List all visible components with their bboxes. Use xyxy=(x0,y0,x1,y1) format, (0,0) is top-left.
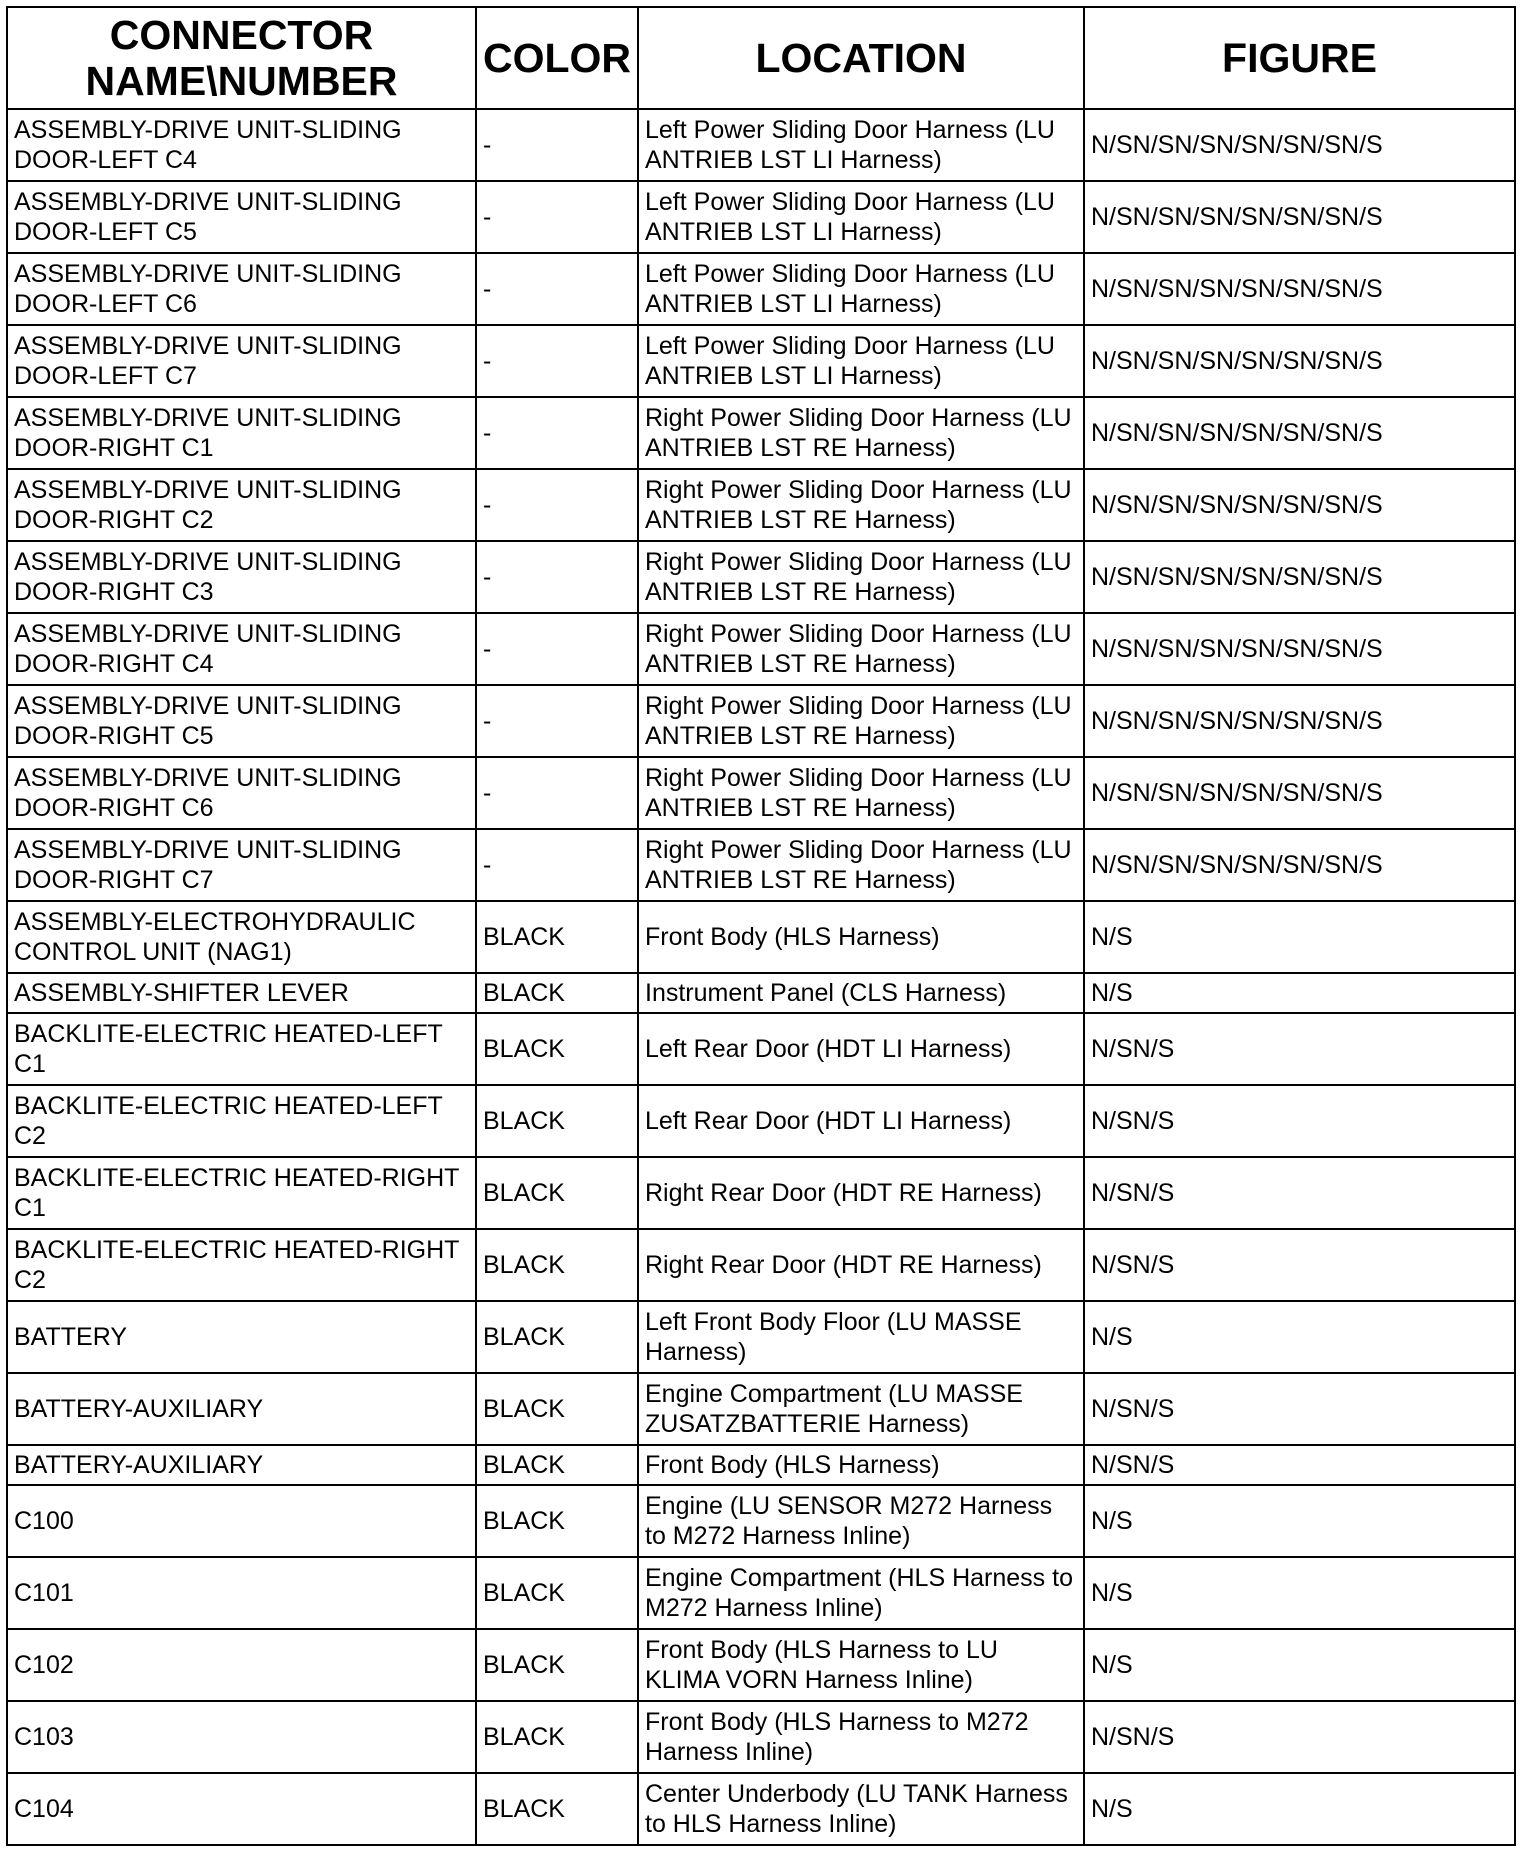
cell-color: - xyxy=(476,181,638,253)
table-row xyxy=(7,1773,1515,1845)
cell-location: Front Body (HLS Harness) xyxy=(638,1445,1084,1485)
cell-figure: N/SN/S xyxy=(1084,1373,1515,1445)
cell-color: BLACK xyxy=(476,1373,638,1445)
cell-location: Right Power Sliding Door Harness (LU ANTRIEB LST RE Harness) xyxy=(638,613,1084,685)
table-row xyxy=(7,757,1515,829)
cell-connector-name: C100 xyxy=(7,1485,476,1557)
cell-figure: N/SN/SN/SN/SN/SN/SN/S xyxy=(1084,397,1515,469)
table-row xyxy=(7,901,1515,973)
header-color: COLOR xyxy=(476,7,638,109)
cell-location: Front Body (HLS Harness to M272 Harness Inline) xyxy=(638,1701,1084,1773)
cell-location: Right Power Sliding Door Harness (LU ANTRIEB LST RE Harness) xyxy=(638,757,1084,829)
cell-color: BLACK xyxy=(476,1085,638,1157)
table-row xyxy=(7,1085,1515,1157)
table-row xyxy=(7,397,1515,469)
cell-location: Right Rear Door (HDT RE Harness) xyxy=(638,1157,1084,1229)
cell-location: Right Rear Door (HDT RE Harness) xyxy=(638,1229,1084,1301)
table-row xyxy=(7,253,1515,325)
cell-connector-name: ASSEMBLY-DRIVE UNIT-SLIDING DOOR-LEFT C5 xyxy=(7,181,476,253)
cell-connector-name: ASSEMBLY-DRIVE UNIT-SLIDING DOOR-RIGHT C4 xyxy=(7,613,476,685)
cell-connector-name: BACKLITE-ELECTRIC HEATED-LEFT C1 xyxy=(7,1013,476,1085)
table-body xyxy=(7,109,1515,1845)
cell-figure: N/SN/SN/SN/SN/SN/SN/S xyxy=(1084,757,1515,829)
cell-connector-name: BATTERY xyxy=(7,1301,476,1373)
cell-location: Left Power Sliding Door Harness (LU ANTRIEB LST LI Harness) xyxy=(638,109,1084,181)
cell-figure: N/SN/S xyxy=(1084,1229,1515,1301)
cell-location: Engine Compartment (HLS Harness to M272 Harness Inline) xyxy=(638,1557,1084,1629)
cell-connector-name: ASSEMBLY-DRIVE UNIT-SLIDING DOOR-RIGHT C5 xyxy=(7,685,476,757)
table-row xyxy=(7,829,1515,901)
cell-figure: N/SN/SN/SN/SN/SN/SN/S xyxy=(1084,253,1515,325)
cell-figure: N/SN/S xyxy=(1084,1701,1515,1773)
cell-figure: N/S xyxy=(1084,973,1515,1013)
cell-connector-name: BATTERY-AUXILIARY xyxy=(7,1445,476,1485)
cell-connector-name: ASSEMBLY-SHIFTER LEVER xyxy=(7,973,476,1013)
cell-figure: N/SN/SN/SN/SN/SN/SN/S xyxy=(1084,109,1515,181)
cell-location: Instrument Panel (CLS Harness) xyxy=(638,973,1084,1013)
table-row xyxy=(7,469,1515,541)
table-header xyxy=(7,7,1515,109)
table-row xyxy=(7,1629,1515,1701)
cell-location: Front Body (HLS Harness) xyxy=(638,901,1084,973)
table-row xyxy=(7,1157,1515,1229)
cell-location: Left Rear Door (HDT LI Harness) xyxy=(638,1013,1084,1085)
cell-connector-name: C101 xyxy=(7,1557,476,1629)
cell-figure: N/S xyxy=(1084,1629,1515,1701)
cell-color: - xyxy=(476,109,638,181)
table-row xyxy=(7,541,1515,613)
cell-figure: N/SN/S xyxy=(1084,1445,1515,1485)
cell-connector-name: C102 xyxy=(7,1629,476,1701)
cell-location: Right Power Sliding Door Harness (LU ANTRIEB LST RE Harness) xyxy=(638,469,1084,541)
table-row xyxy=(7,1301,1515,1373)
table-row xyxy=(7,1701,1515,1773)
cell-connector-name: ASSEMBLY-DRIVE UNIT-SLIDING DOOR-LEFT C6 xyxy=(7,253,476,325)
table-row xyxy=(7,181,1515,253)
cell-color: BLACK xyxy=(476,1557,638,1629)
cell-connector-name: ASSEMBLY-DRIVE UNIT-SLIDING DOOR-RIGHT C7 xyxy=(7,829,476,901)
cell-location: Left Front Body Floor (LU MASSE Harness) xyxy=(638,1301,1084,1373)
table-row xyxy=(7,1229,1515,1301)
cell-figure: N/SN/SN/SN/SN/SN/SN/S xyxy=(1084,181,1515,253)
table-row xyxy=(7,109,1515,181)
table-row xyxy=(7,1373,1515,1445)
cell-location: Right Power Sliding Door Harness (LU ANTRIEB LST RE Harness) xyxy=(638,685,1084,757)
cell-figure: N/SN/SN/SN/SN/SN/SN/S xyxy=(1084,325,1515,397)
cell-connector-name: ASSEMBLY-DRIVE UNIT-SLIDING DOOR-LEFT C7 xyxy=(7,325,476,397)
cell-color: - xyxy=(476,829,638,901)
cell-location: Left Power Sliding Door Harness (LU ANTRIEB LST LI Harness) xyxy=(638,181,1084,253)
cell-color: - xyxy=(476,253,638,325)
table-row xyxy=(7,1013,1515,1085)
cell-connector-name: ASSEMBLY-DRIVE UNIT-SLIDING DOOR-LEFT C4 xyxy=(7,109,476,181)
cell-figure: N/SN/SN/SN/SN/SN/SN/S xyxy=(1084,469,1515,541)
cell-color: - xyxy=(476,325,638,397)
cell-color: BLACK xyxy=(476,1445,638,1485)
cell-figure: N/S xyxy=(1084,1773,1515,1845)
table-row xyxy=(7,973,1515,1013)
cell-connector-name: BACKLITE-ELECTRIC HEATED-RIGHT C1 xyxy=(7,1157,476,1229)
cell-color: - xyxy=(476,685,638,757)
cell-color: - xyxy=(476,613,638,685)
cell-connector-name: BATTERY-AUXILIARY xyxy=(7,1373,476,1445)
cell-connector-name: C104 xyxy=(7,1773,476,1845)
cell-location: Right Power Sliding Door Harness (LU ANTRIEB LST RE Harness) xyxy=(638,541,1084,613)
cell-color: BLACK xyxy=(476,1629,638,1701)
cell-connector-name: C103 xyxy=(7,1701,476,1773)
cell-color: BLACK xyxy=(476,1229,638,1301)
table-row xyxy=(7,1557,1515,1629)
cell-color: - xyxy=(476,397,638,469)
cell-location: Center Underbody (LU TANK Harness to HLS Harness Inline) xyxy=(638,1773,1084,1845)
cell-location: Left Rear Door (HDT LI Harness) xyxy=(638,1085,1084,1157)
cell-location: Engine (LU SENSOR M272 Harness to M272 Harness Inline) xyxy=(638,1485,1084,1557)
cell-location: Right Power Sliding Door Harness (LU ANTRIEB LST RE Harness) xyxy=(638,397,1084,469)
cell-color: BLACK xyxy=(476,901,638,973)
header-connector-name: CONNECTOR NAME\NUMBER xyxy=(7,7,476,109)
cell-connector-name: ASSEMBLY-DRIVE UNIT-SLIDING DOOR-RIGHT C6 xyxy=(7,757,476,829)
table-row xyxy=(7,613,1515,685)
cell-color: - xyxy=(476,469,638,541)
cell-figure: N/SN/SN/SN/SN/SN/SN/S xyxy=(1084,541,1515,613)
header-row xyxy=(7,7,1515,109)
cell-figure: N/S xyxy=(1084,1301,1515,1373)
cell-figure: N/SN/S xyxy=(1084,1085,1515,1157)
cell-connector-name: ASSEMBLY-DRIVE UNIT-SLIDING DOOR-RIGHT C2 xyxy=(7,469,476,541)
cell-location: Left Power Sliding Door Harness (LU ANTRIEB LST LI Harness) xyxy=(638,325,1084,397)
cell-location: Left Power Sliding Door Harness (LU ANTRIEB LST LI Harness) xyxy=(638,253,1084,325)
cell-figure: N/S xyxy=(1084,1485,1515,1557)
cell-location: Right Power Sliding Door Harness (LU ANTRIEB LST RE Harness) xyxy=(638,829,1084,901)
cell-location: Engine Compartment (LU MASSE ZUSATZBATTERIE Harness) xyxy=(638,1373,1084,1445)
cell-figure: N/SN/SN/SN/SN/SN/SN/S xyxy=(1084,829,1515,901)
cell-color: BLACK xyxy=(476,1301,638,1373)
cell-figure: N/SN/S xyxy=(1084,1013,1515,1085)
cell-figure: N/SN/S xyxy=(1084,1157,1515,1229)
header-figure: FIGURE xyxy=(1084,7,1515,109)
cell-connector-name: BACKLITE-ELECTRIC HEATED-LEFT C2 xyxy=(7,1085,476,1157)
table-row xyxy=(7,685,1515,757)
cell-location: Front Body (HLS Harness to LU KLIMA VORN Harness Inline) xyxy=(638,1629,1084,1701)
cell-figure: N/S xyxy=(1084,1557,1515,1629)
table-row xyxy=(7,1445,1515,1485)
cell-color: BLACK xyxy=(476,1485,638,1557)
header-location: LOCATION xyxy=(638,7,1084,109)
cell-color: BLACK xyxy=(476,1013,638,1085)
cell-color: BLACK xyxy=(476,973,638,1013)
cell-connector-name: ASSEMBLY-DRIVE UNIT-SLIDING DOOR-RIGHT C1 xyxy=(7,397,476,469)
table-row xyxy=(7,325,1515,397)
cell-color: BLACK xyxy=(476,1701,638,1773)
cell-connector-name: ASSEMBLY-ELECTROHYDRAULIC CONTROL UNIT (NAG1) xyxy=(7,901,476,973)
cell-figure: N/SN/SN/SN/SN/SN/SN/S xyxy=(1084,613,1515,685)
cell-color: - xyxy=(476,541,638,613)
connector-table xyxy=(6,6,1516,1846)
cell-figure: N/SN/SN/SN/SN/SN/SN/S xyxy=(1084,685,1515,757)
cell-figure: N/S xyxy=(1084,901,1515,973)
cell-connector-name: BACKLITE-ELECTRIC HEATED-RIGHT C2 xyxy=(7,1229,476,1301)
cell-color: - xyxy=(476,757,638,829)
table-row xyxy=(7,1485,1515,1557)
cell-color: BLACK xyxy=(476,1773,638,1845)
cell-connector-name: ASSEMBLY-DRIVE UNIT-SLIDING DOOR-RIGHT C3 xyxy=(7,541,476,613)
cell-color: BLACK xyxy=(476,1157,638,1229)
